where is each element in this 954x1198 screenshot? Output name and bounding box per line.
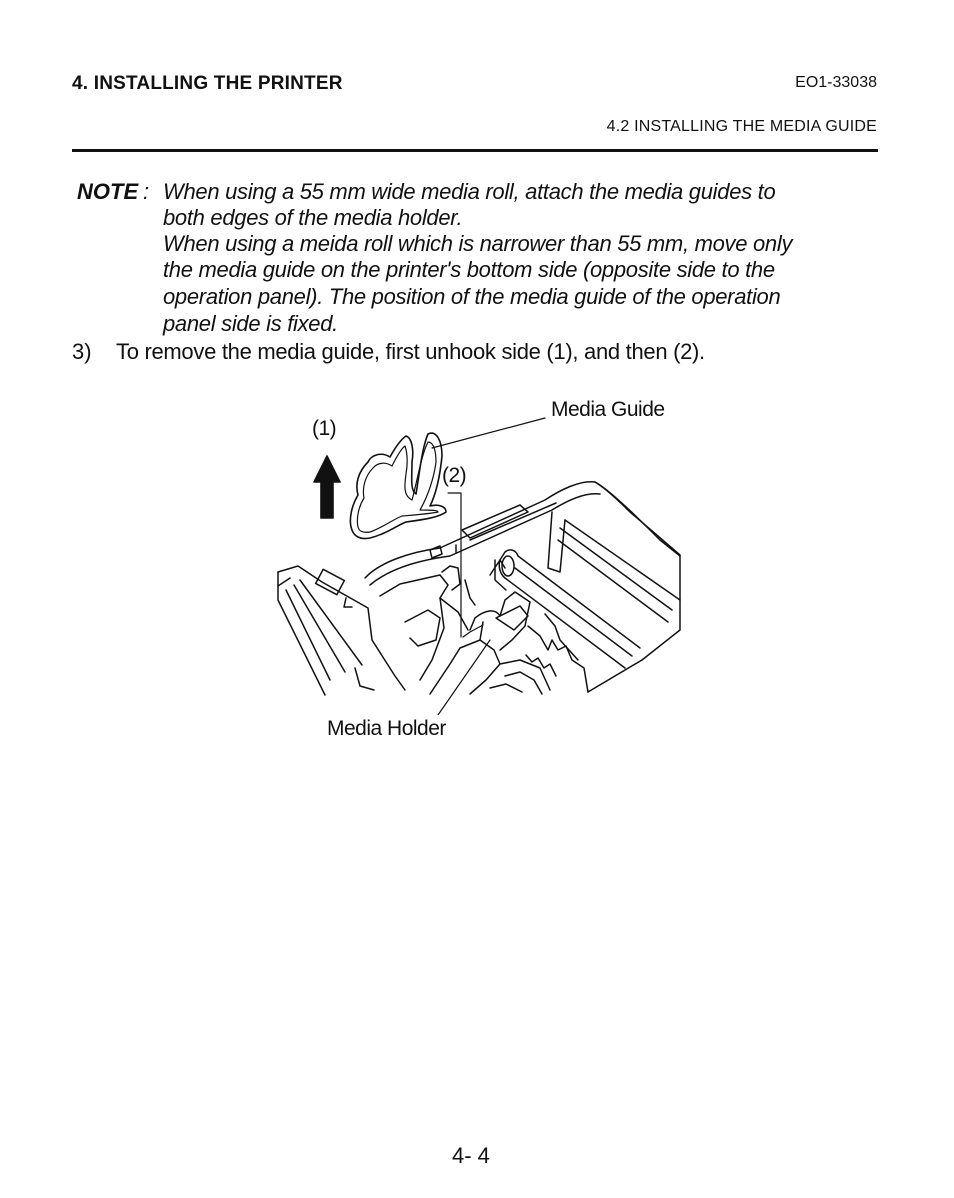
media-holder-label: Media Holder bbox=[327, 717, 446, 740]
media-guide-label: Media Guide bbox=[551, 398, 665, 421]
media-holder-leader-line bbox=[438, 640, 490, 715]
media-guide-leader-line bbox=[432, 418, 545, 448]
note-colon: : bbox=[143, 179, 150, 204]
up-arrow-icon bbox=[314, 456, 340, 518]
note-line-2: both edges of the media holder. bbox=[163, 205, 463, 230]
note-line-4: the media guide on the printer's bottom side (opposite side to the bbox=[163, 257, 775, 282]
side-1-label: (1) bbox=[312, 417, 337, 440]
page-number: 4- 4 bbox=[452, 1143, 490, 1168]
document-number: EO1-33038 bbox=[795, 74, 877, 91]
step-instruction: To remove the media guide, first unhook side (1), and then (2). bbox=[116, 339, 705, 364]
note-label: NOTE bbox=[77, 179, 139, 204]
printer-media-guide-illustration bbox=[270, 395, 690, 715]
side-2-label: (2) bbox=[442, 464, 467, 487]
step-number: 3) bbox=[72, 339, 92, 364]
note-line-3: When using a meida roll which is narrower than 55 mm, move only bbox=[163, 231, 793, 256]
section-title: 4.2 INSTALLING THE MEDIA GUIDE bbox=[606, 118, 877, 135]
note-line-1: When using a 55 mm wide media roll, attach the media guides to bbox=[163, 179, 776, 204]
header-divider bbox=[72, 149, 878, 152]
media-guide-part bbox=[350, 433, 446, 538]
note-line-6: panel side is fixed. bbox=[163, 311, 338, 336]
chapter-title: 4. INSTALLING THE PRINTER bbox=[72, 73, 343, 94]
note-line-5: operation panel). The position of the media guide of the operation bbox=[163, 284, 781, 309]
printer-body-drawing bbox=[278, 482, 680, 695]
